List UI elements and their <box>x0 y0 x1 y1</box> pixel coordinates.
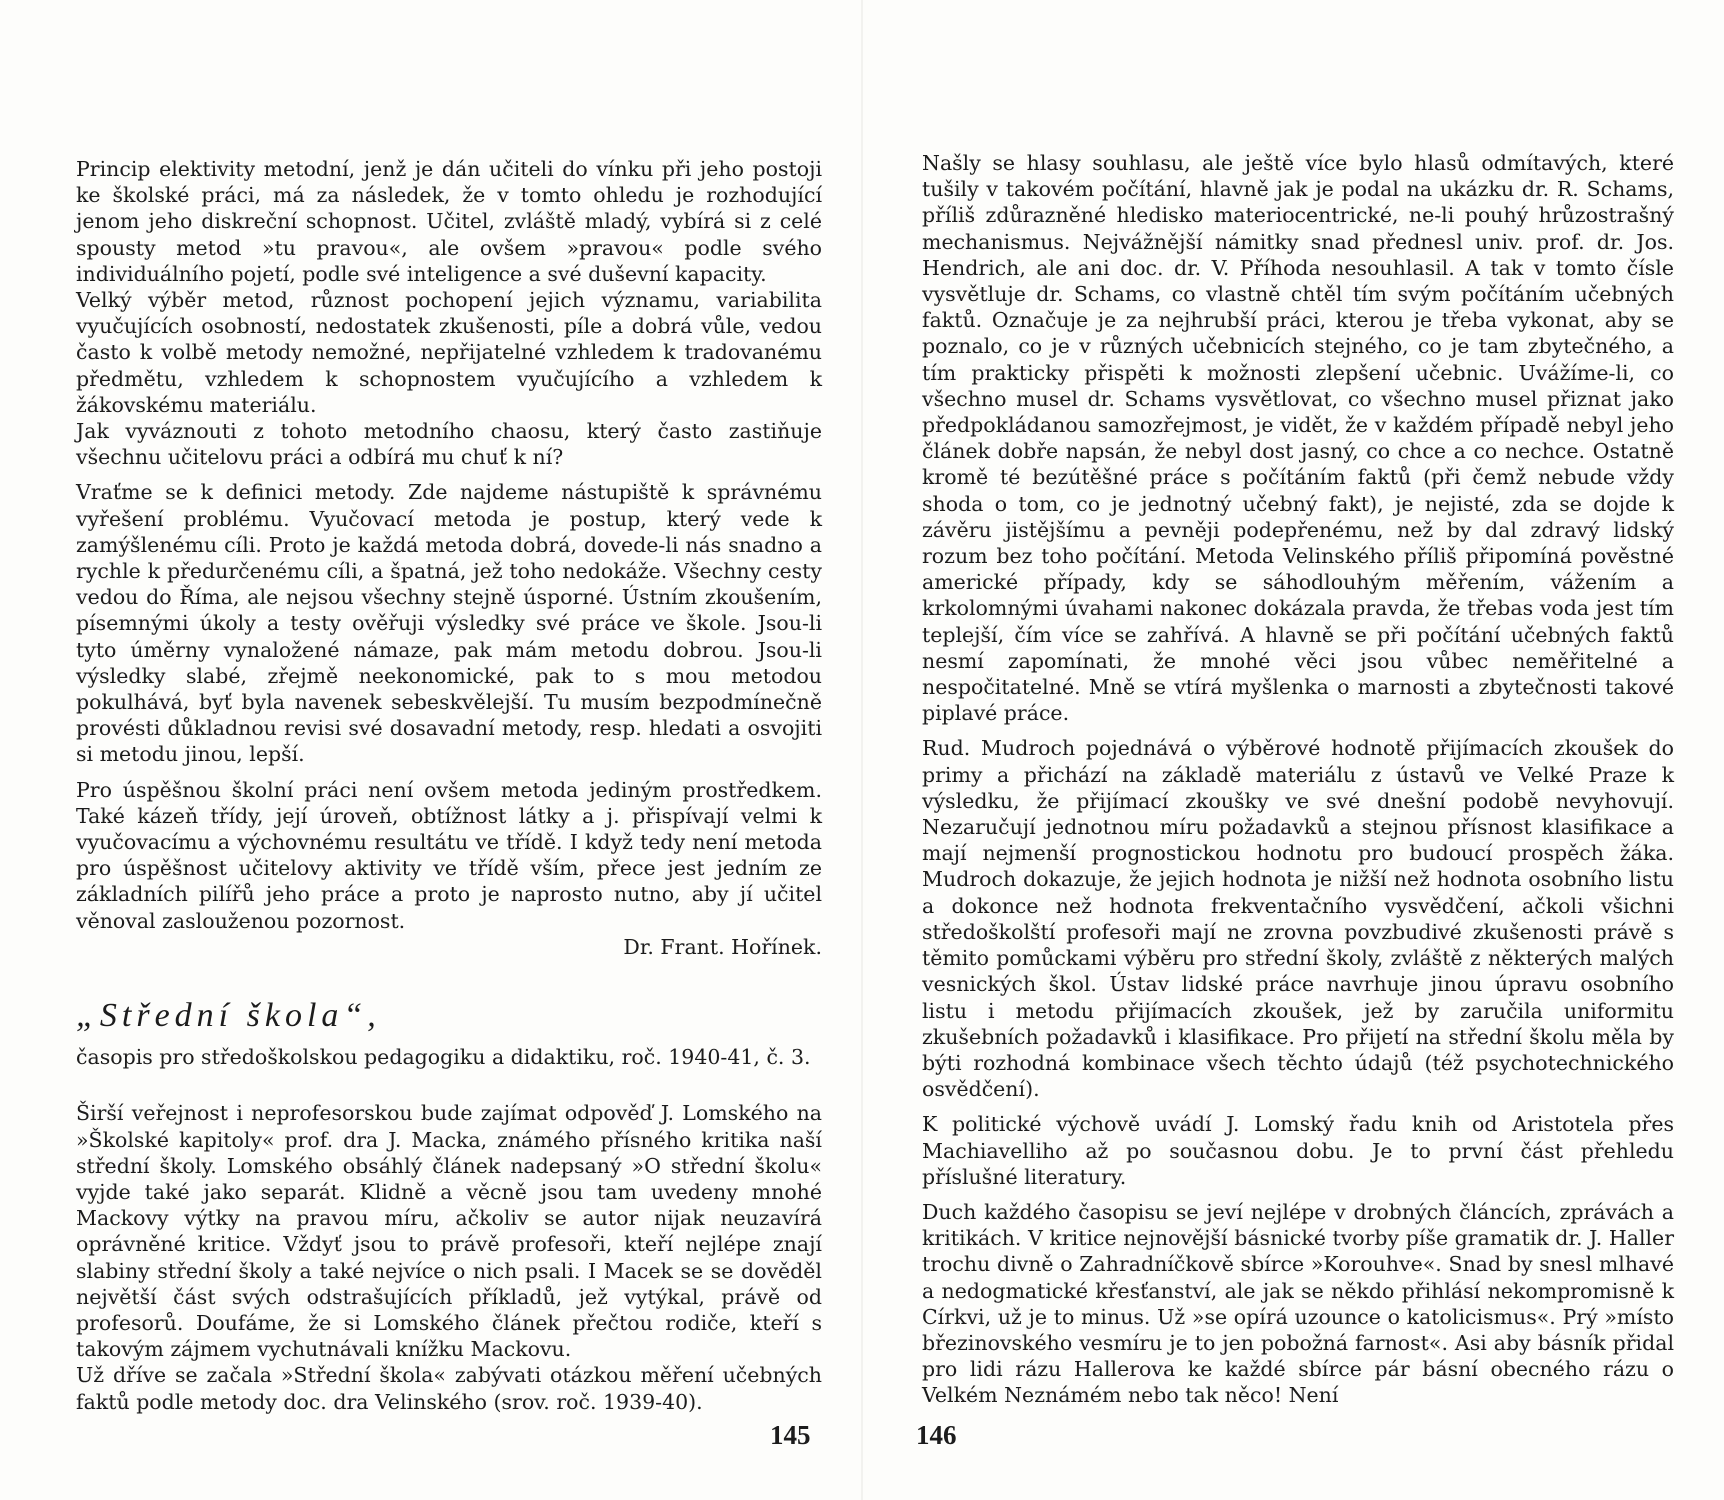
paragraph: Jak vyváznouti z tohoto metodního chaosu, který často zastiňuje všechnu učitelovu práci a odbírá mu chuť k ní? <box>76 419 822 470</box>
paragraph: Duch každého časopisu se jeví nejlépe v drobných článcích, zprávách a kritikách. V kritice nejnovější básnické tvorby píše gramatik dr. J. Haller trochu divně o Zahradníčkově sbírce »Korouhve«. Snad by snesl mlhavé a nedogmatické křesťanství, ale jak se někdo přihlásí nekompromisně k Církvi, už je to minus. Už »se opírá uzounce o katolicismus«. Prý »místo březinovského vesmíru je to jen pobožná farnost«. Asi aby básník přidal pro lidi rázu Hallerova ke každé sbírce pár básní obecného rázu o Velkém Neznámém nebo tak něco! Není <box>922 1199 1674 1408</box>
page-number: 145 <box>770 1420 811 1450</box>
paragraph: K politické výchově uvádí J. Lomský řadu knih od Aristotela přes Machiavelliho až po současnou dobu. Je to první část přehledu příslušné literatury. <box>922 1112 1674 1189</box>
signature: Dr. Frant. Hořínek. <box>623 934 822 959</box>
right-page <box>862 0 1724 1500</box>
paragraph: Už dříve se začala »Střední škola« zabývati otázkou měření učebných faktů podle metody doc. dra Velinského (srov. roč. 1939-40). <box>76 1363 822 1414</box>
paragraph: Velký výběr metod, různost pochopení jejich významu, variabilita vyučujících osobností, nedostatek zkušenosti, píle a dobrá vůle, vedou často k volbě metody nemožné, nepřijatelné vzhledem k tradovanému předmětu, vzhledem k schopnostem vyučujícího a vzhledem k žákovskému materiálu. <box>76 288 822 417</box>
paragraph: Vraťme se k definici metody. Zde najdeme nástupiště k správnému vyřešení problému. Vyučovací metoda je postup, který vede k zamýšlenému cíli. Proto je každá metoda dobrá, dovede-li nás snadno a rychle k předurčenému cíli, a špatná, jež toho nedokáže. Všechny cesty vedou do Říma, ale nejsou všechny stejně úsporné. Ústním zkoušením, písemnými úkoly a testy ověřuji výsledky své práce ve škole. Jsou-li tyto úměrny vynaložené námaze, pak mám metodu dobrou. Jsou-li výsledky slabé, zřejmě neekonomické, pak to s mou metodou pokulhává, byť byla navenek sebeskvělejší. Tu musím bezpodmínečně provésti důkladnou revisi své dosavadní metody, resp. hledati a osvojiti si metodu jinou, lepší. <box>76 480 822 767</box>
page-number: 146 <box>916 1420 957 1450</box>
section-subtitle: časopis pro středoškolskou pedagogiku a didaktiku, roč. 1940-41, č. 3. <box>76 1045 811 1070</box>
section-heading: „Střední škola“, <box>76 997 381 1035</box>
paragraph: Rud. Mudroch pojednává o výběrové hodnotě přijímacích zkoušek do primy a přichází na základě materiálu z ústavů ve Velké Praze k výsledku, že přijímací zkoušky ve své dnešní podobě nevyhovují. Nezaručují jednotnou míru požadavků a stejnou přísnost klasifikace a mají nejmenší prognostickou hodnotu pro budoucí prospěch žáka. Mudroch dokazuje, že jejich hodnota je nižší než hodnota osobního listu a dokonce než hodnota frekventačního vysvědčení, ačkoli všichni středoškolští profesoři mají ne zrovna povzbudivé zkušenosti právě s těmito pomůckami výběru pro střední školy, zvláště z některých malých vesnických škol. Ústav lidské práce navrhuje jinou úpravu osobního listu i metodu přijímacích zkoušek, jež by zaručila uniformitu zkušebních požadavků i klasifikace. Pro přijetí na střední školu měla by býti rozhodná kombinace všech těchto údajů (též psychotechnického osvědčení). <box>922 736 1674 1102</box>
right-text-column <box>922 150 1674 1409</box>
left-text-column <box>76 156 822 1415</box>
paragraph: Našly se hlasy souhlasu, ale ještě více bylo hlasů odmítavých, které tušily v takovém počítání, hlavně jak je podal na ukázku dr. R. Schams, příliš zdůrazněné hledisko materiocentrické, ne-li pouhý hrůzostrašný mechanismus. Nejvážnější námitky snad přednesl univ. prof. dr. Jos. Hendrich, ale ani doc. dr. V. Příhoda nesouhlasil. A tak v tomto čísle vysvětluje dr. Schams, co vlastně chtěl tím svým počítáním učebných faktů. Označuje je za nejhrubší práci, kterou je třeba vykonat, aby se poznalo, co je v různých učebnicích stejného, co je tam zbytečného, a tím prakticky přispěti k možnosti zlepšení učebnic. Uvážíme-li, co všechno musel dr. Schams vysvětlovat, co všechno musel přiznat jako předpokládanou samozřejmost, je vidět, že v každém případě nebyl jeho článek dobře napsán, že nebyl dost jasný, co chce a co nechce. Ostatně kromě té bezútěšné práce s počítáním faktů (při čemž nebude vždy shoda o tom, co je jednotný učebný fakt), je nejisté, zda se dojde k závěru jistějšímu a pevněji podepřenému, než by dal zdravý lidský rozum bez toho počítání. Metoda Velinského příliš připomíná pověstné americké případy, kdy se sáhodlouhým měřením, vážením a krkolomnými úvahami nakonec dokázala pravda, že třebas voda jest tím teplejší, čím více se zahřívá. A hlavně se při počítání učebných faktů nesmí zapomínati, že mnohé věci jsou vůbec neměřitelné a nespočitatelné. Mně se vtírá myšlenka o marnosti a zbytečnosti takové piplavé práce. <box>922 151 1674 726</box>
paragraph: Pro úspěšnou školní práci není ovšem metoda jediným prostředkem. Také kázeň třídy, její úroveň, obtížnost látky a j. přispívají velmi k vyučovacímu a výchovnému resultátu ve třídě. I když tedy není metoda pro úspěšnost učitelovy aktivity ve třídě vším, přece jest jedním ze základních pilířů jeho práce a proto je naprosto nutno, aby jí učitel věnoval zaslouženou pozornost. <box>76 777 822 933</box>
signature-line <box>76 934 822 960</box>
paragraph: Širší veřejnost i neprofesorskou bude zajímat odpověď J. Lomského na »Školské kapitoly« prof. dra J. Macka, známého přísného kritika naší střední školy. Lomského obsáhlý článek nadepsaný »O střední školu« vyjde také jako separát. Klidně a věcně jsou tam uvedeny mnohé Mackovy výtky na pravou míru, ačkoliv se autor nijak neuzavírá oprávněné kritice. Vždyť jsou to právě profesoři, kteří nejlépe znají slabiny střední školy a také nejvíce o nich psali. I Macek se se dověděl největší část svých odstrašujících příkladů, jež vytýkal, právě od profesorů. Doufáme, že si Lomského článek přečtou rodiče, kteří s takovým zájmem vychutnávali knížku Mackovu. <box>76 1101 822 1362</box>
paragraph: Princip elektivity metodní, jenž je dán učiteli do vínku při jeho postoji ke školské práci, má za následek, že v tomto ohledu je rozhodující jenom jeho diskreční schopnost. Učitel, zvláště mladý, vybírá si z celé spousty metod »tu pravou«, ale ovšem »pravou« podle svého individuálního pojetí, podle své inteligence a své duševní kapacity. <box>76 157 822 286</box>
